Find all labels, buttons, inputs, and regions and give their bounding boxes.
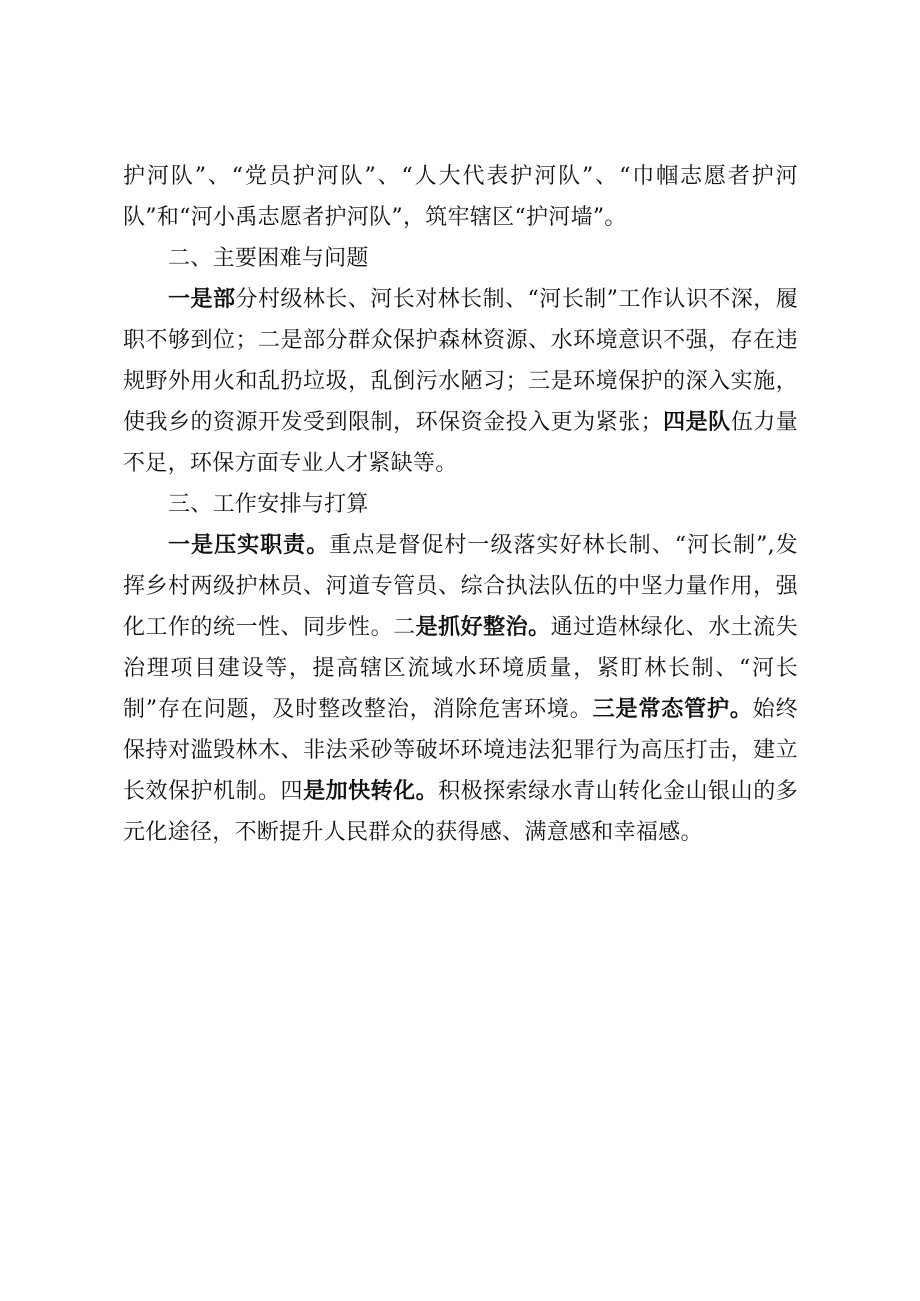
paragraph-text: 积极探索绿水青山转化金山银山的多元化途径，不断提升人民群众的获得感、满意感和幸福感。 bbox=[123, 779, 798, 845]
paragraph-text: 通过造林绿化、水土流失治理项目建设等，提高辖区流域水环境质量，紧盯林长制、“河长制”存在问题，及时整改整治，消除危害环境。 bbox=[123, 615, 798, 722]
bold-lead: 一是压实职责。 bbox=[168, 533, 330, 558]
section-heading-3: 三、工作安排与打算 bbox=[168, 492, 369, 517]
paragraph-text: 重点是督促村一级落实好林长制、“河长制”,发挥乡村两级护林员、河道专管员、综合执法队伍的中坚力量作用，强化工作的统一性、同步性。二 bbox=[123, 533, 798, 640]
bold-lead: 是抓好整治。 bbox=[415, 615, 551, 640]
bold-lead: 是加快转化。 bbox=[303, 779, 439, 804]
bold-lead: 四是队 bbox=[662, 410, 731, 435]
document-body bbox=[123, 156, 798, 853]
section-heading-2: 二、主要困难与问题 bbox=[168, 246, 369, 271]
paragraph-difficulties bbox=[123, 279, 798, 484]
paragraph-text: 伍力量不足，环保方面专业人才紧缺等。 bbox=[123, 410, 799, 476]
paragraph-text: 始终保持对滥毁林木、非法采砂等破坏环境违法犯罪行为高压打击，建立长效保护机制。四 bbox=[123, 697, 798, 804]
bold-lead: 三是常态管护。 bbox=[592, 697, 753, 722]
paragraph-text: 护河队”、“党员护河队”、“人大代表护河队”、“巾帼志愿者护河队”和“河小禹志愿者护河队”，筑牢辖区“护河墙”。 bbox=[123, 164, 798, 230]
paragraph-plans bbox=[123, 525, 798, 853]
paragraph-text: 分村级林长、河长对林长制、“河长制”工作认识不深，履职不够到位；二是部分群众保护森林资源、水环境意识不强，存在违规野外用火和乱扔垃圾，乱倒污水陋习；三是环境保护的深入实施，使我乡的资源开发受到限制，环保资金投入更为紧张； bbox=[123, 287, 799, 435]
bold-lead: 一是部 bbox=[168, 287, 236, 312]
paragraph-continued bbox=[123, 156, 798, 238]
